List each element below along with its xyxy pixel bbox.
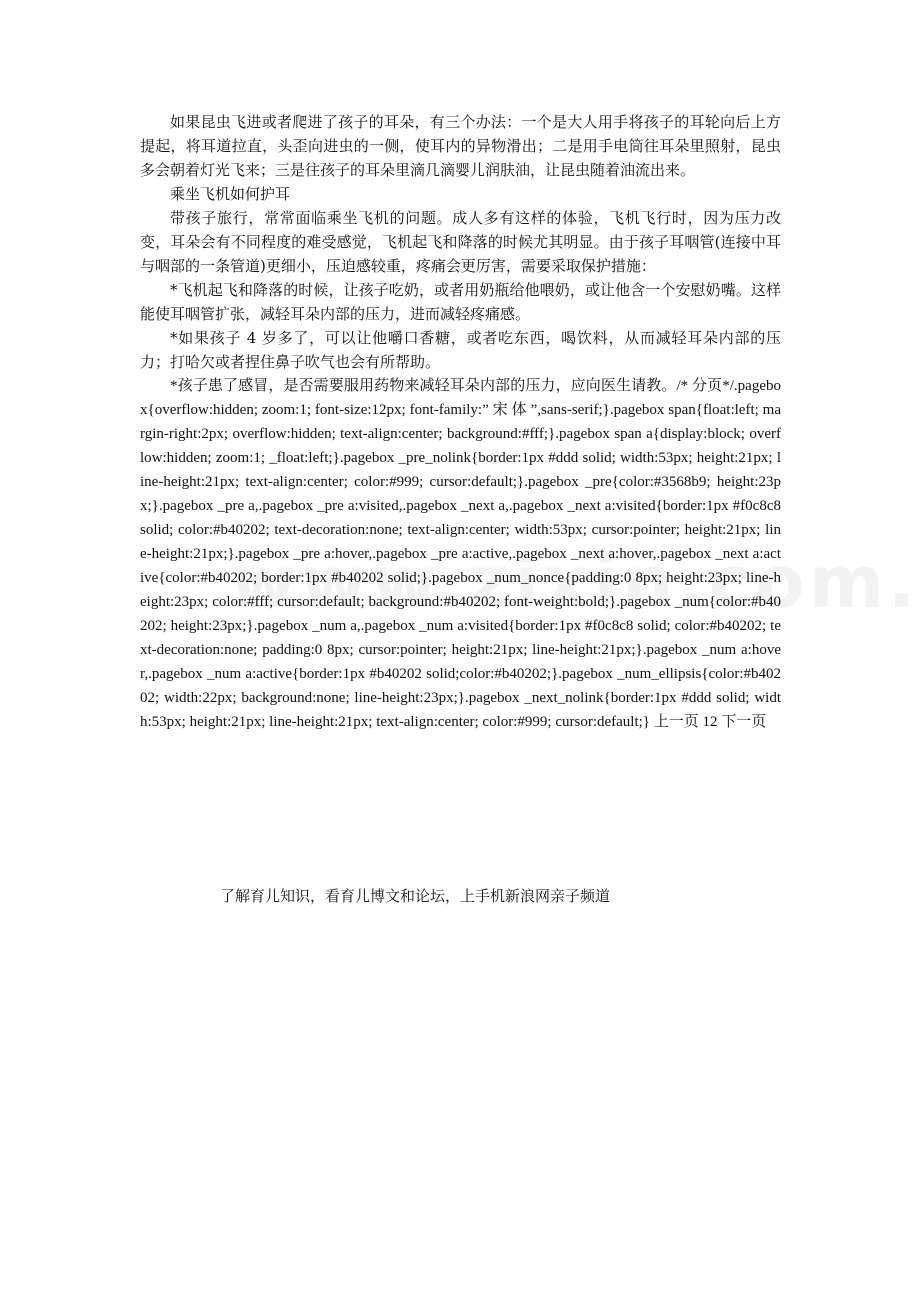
paragraph-insect-in-ear: 如果昆虫飞进或者爬进了孩子的耳朵，有三个办法：一个是大人用手将孩子的耳轮向后上方提起，将耳道拉直，头歪向进虫的一侧，使耳内的异物滑出；二是用手电筒往耳朵里照射，昆虫多会朝着灯光飞来；三是往孩子的耳朵里滴几滴婴儿润肤油，让昆虫随着油流出来。 [140,113,781,179]
footer-promo-text: 了解育儿知识，看育儿博文和论坛，上手机新浪网亲子频道 [220,887,611,905]
paragraph-tip-feeding: *飞机起飞和降落的时候，让孩子吃奶，或者用奶瓶给他喂奶，或让他含一个安慰奶嘴。这样能使耳咽管扩张，减轻耳朵内部的压力，进而减轻疼痛感。 [140,281,781,323]
paragraph-cold-and-stray-css: *孩子患了感冒，是否需要服用药物来减轻耳朵内部的压力，应向医生请教。/* 分页*/.pagebox{overflow:hidden; zoom:1; font-size:12px; font-family:” 宋 体 ”,sans-serif;}.pagebox span{float:left; margin-right:2px; overflow:hidden; text-align:center; background:#fff;}.pagebox span a{display:block; overflow:hidden; zoom:1; _float:left;}.pagebox _pre_nolink{border:1px #ddd solid; width:53px; height:21px; line-height:21px; text-align:center; color:#999; cursor:default;}.pagebox _pre{color:#3568b9; height:23px;}.pagebox _pre a,.pagebox _pre a:visited,.pagebox _next a,.pagebox _next a:visited{border:1px #f0c8c8 solid; color:#b40202; text-decoration:none; text-align:center; width:53px; cursor:pointer; height:21px; line-height:21px;}.pagebox _pre a:hover,.pagebox _pre a:active,.pagebox _next a:hover,.pagebox _next a:active{color:#b40202; border:1px #b40202 solid;}.pagebox _num_nonce{padding:0 8px; height:23px; line-height:23px; color:#fff; cursor:default; background:#b40202; font-weight:bold;}.pagebox _num{color:#b40202; height:23px;}.pagebox _num a,.pagebox _num a:visited{border:1px #f0c8c8 solid; color:#b40202; text-decoration:none; padding:0 8px; cursor:pointer; height:21px; line-height:21px;}.pagebox _num a:hover,.pagebox _num a:active{border:1px #b40202 solid;color:#b40202;}.pagebox _num_ellipsis{color:#b40202; width:22px; background:none; line-height:23px;}.pagebox _next_nolink{border:1px #ddd solid; width:53px; height:21px; line-height:21px; text-align:center; color:#999; cursor:default;} 上一页 12 下一页 [140,378,781,730]
paragraph-tip-chewing-gum: *如果孩子 4 岁多了，可以让他嚼口香糖，或者吃东西，喝饮料，从而减轻耳朵内部的压力；打哈欠或者捏住鼻子吹气也会有所帮助。 [140,329,781,371]
article-body [140,110,781,734]
paragraph-flight-pressure: 带孩子旅行，常常面临乘坐飞机的问题。成人多有这样的体验，飞机飞行时，因为压力改变，耳朵会有不同程度的难受感觉，飞机起飞和降落的时候尤其明显。由于孩子耳咽管(连接中耳与咽部的一条管道)更细小，压迫感较重，疼痛会更厉害，需要采取保护措施： [140,209,781,275]
section-heading-flight-ear-care: 乘坐飞机如何护耳 [170,185,291,203]
